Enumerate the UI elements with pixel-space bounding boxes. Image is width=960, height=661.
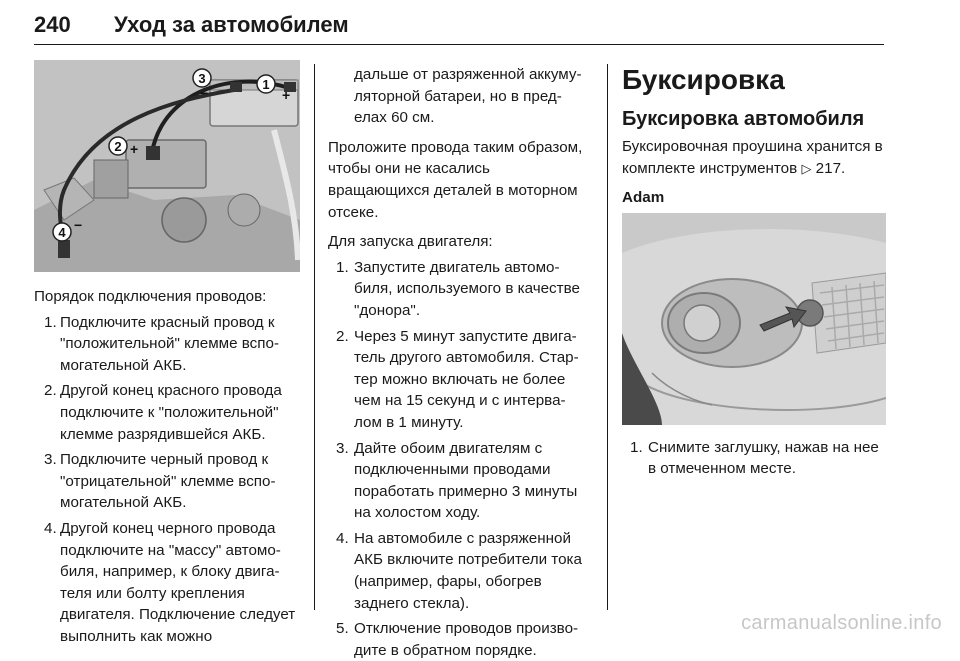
page-header <box>34 6 884 44</box>
step-number: 3. <box>336 439 349 457</box>
step-number: 1. <box>630 438 643 456</box>
column-divider-2 <box>607 64 608 610</box>
towing-eye-sentence: Буксировочная проушина хранится в комплекте инструментов <box>622 138 883 177</box>
intro-text: Порядок подключения проводов: <box>34 288 267 305</box>
step-text: Снимите заглушку, нажав на нее в отмеченном месте. <box>648 438 879 478</box>
list-item <box>328 618 592 661</box>
watermark: carmanualsonline.info <box>741 612 942 634</box>
column-3 <box>622 64 890 480</box>
step-number: 5. <box>336 620 349 638</box>
step-text: Дайте обоим двигателям с подключенными проводами поработать примерно 3 минуты на холостом ходу. <box>354 439 578 522</box>
list-item <box>34 449 300 514</box>
list-item <box>34 312 300 377</box>
list-item <box>34 380 300 445</box>
minus-sign-1: − <box>200 85 209 101</box>
step-number: 2. <box>336 327 349 345</box>
step-number: 4. <box>44 519 57 537</box>
step-text: Через 5 минут запустите двига- тель другого автомобиля. Стар- тер можно включать не более чем на 15 секунд и с интерва- лом в 1 минуту. <box>354 327 579 431</box>
start-intro: Для запуска двигателя: <box>328 233 493 251</box>
vehicle-towing-subheading: Буксировка автомобиля <box>622 108 865 130</box>
battery-jumpstart-illustration <box>34 60 300 272</box>
step-text: Отключение проводов произво- дите в обратном порядке. <box>354 620 579 659</box>
connection-steps-list <box>34 312 300 648</box>
step-text: Другой конец черного провода подключите на "массу" автомо- биля, например, к блоку двига- теля или болту крепления двигателя. Подключение следует выполнить как можно <box>60 519 296 645</box>
model-label: Adam <box>622 189 665 207</box>
plus-sign-2: + <box>130 141 139 157</box>
step-text: На автомобиле с разряженной АКБ включите потребители тока (например, фары, обогрев заднего стекла). <box>354 529 582 612</box>
header-rule <box>34 44 884 45</box>
engine-bay-drawing <box>34 60 300 272</box>
page-number: 240 <box>34 12 71 37</box>
list-item <box>328 326 592 434</box>
step-text: Запустите двигатель автомо- биля, используемого в качестве "донора". <box>354 258 580 319</box>
callout-3-label: 3 <box>198 71 206 86</box>
list-item <box>328 528 592 614</box>
towing-eye-text <box>622 136 890 179</box>
column-2 <box>328 64 592 661</box>
step-text: Подключите черный провод к "отрицательной" клемме вспо- могательной АКБ. <box>60 451 276 512</box>
step-number: 3. <box>44 451 57 469</box>
list-item <box>328 257 592 322</box>
plus-sign-1: + <box>282 87 291 103</box>
page-reference[interactable]: 217. <box>815 159 846 177</box>
step-text: Другой конец красного провода подключите к "положительной" клемме разрядившейся АКБ. <box>60 382 282 443</box>
column-1 <box>34 60 300 648</box>
towing-heading: Буксировка <box>622 64 785 95</box>
step-text: Подключите красный провод к "положительной" клемме вспо- могательной АКБ. <box>60 313 280 374</box>
callout-4-label: 4 <box>58 225 66 240</box>
step-number: 1. <box>336 258 349 276</box>
step-number: 4. <box>336 529 349 547</box>
step-number: 1. <box>44 313 57 331</box>
minus-sign-2: − <box>74 217 83 233</box>
bumper-drawing <box>622 213 886 425</box>
list-item <box>622 437 890 480</box>
start-steps-list <box>328 257 592 661</box>
callout-2-label: 2 <box>114 139 122 154</box>
list-item <box>34 518 300 648</box>
continuation-text: дальше от разряженной аккуму- ляторной батареи, но в пред- елах 60 см. <box>354 66 582 127</box>
page-reference-icon: ▷ <box>801 160 812 176</box>
step-number: 2. <box>44 382 57 400</box>
column-divider-1 <box>314 64 315 610</box>
removal-steps-list <box>622 437 890 480</box>
callout-1-label: 1 <box>262 77 270 92</box>
list-item <box>328 438 592 524</box>
cable-routing-text: Проложите провода таким образом, чтобы они не касались вращающихся деталей в моторном отсеке. <box>328 138 583 221</box>
section-title: Уход за автомобилем <box>114 12 349 37</box>
front-bumper-illustration <box>622 213 886 425</box>
